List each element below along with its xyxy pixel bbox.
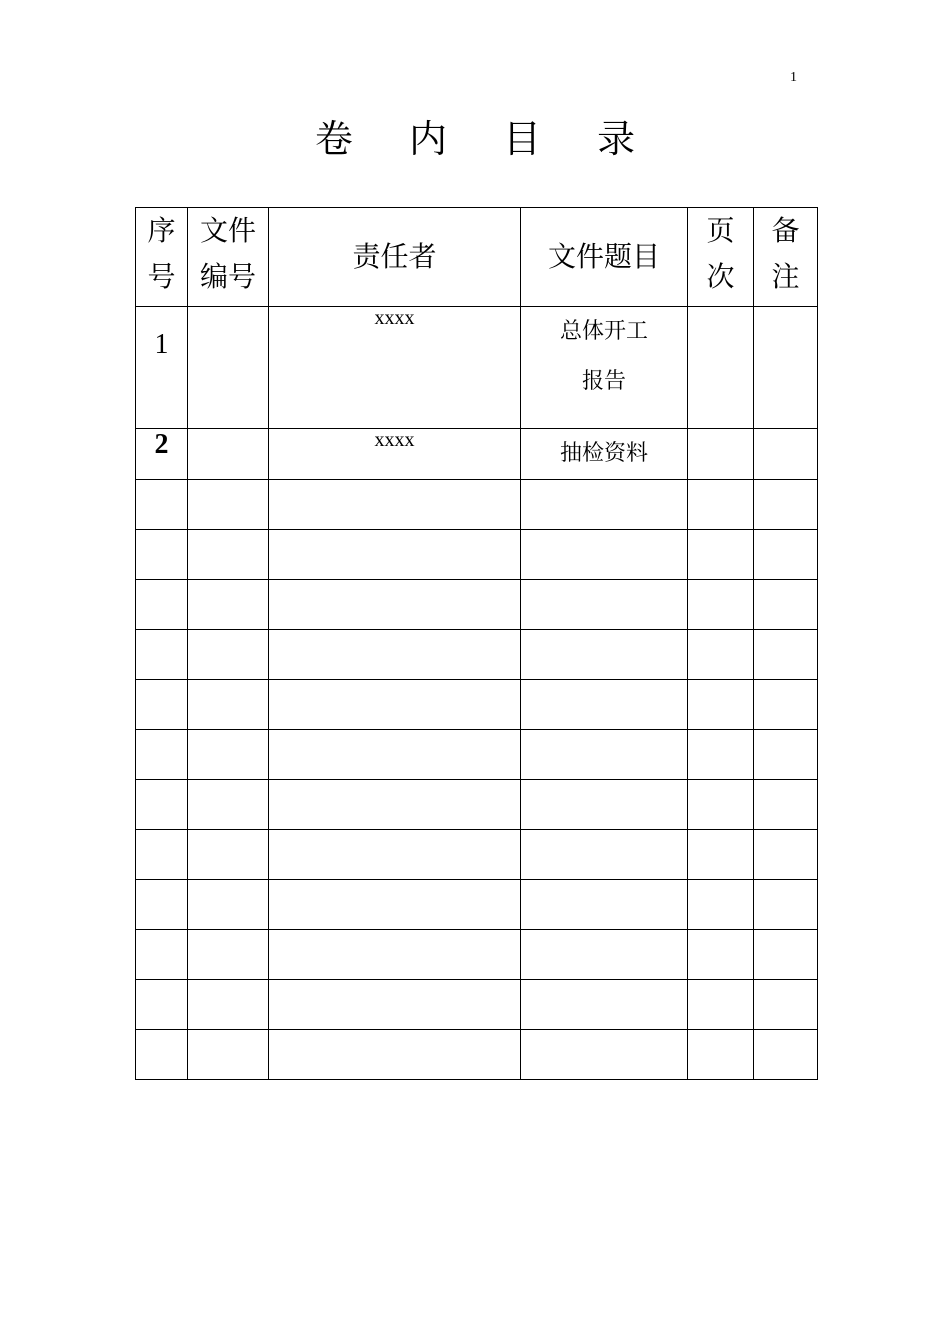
row-file-number — [188, 780, 269, 830]
row-subject — [521, 630, 688, 680]
row-subject — [521, 730, 688, 780]
row-file-number — [188, 880, 269, 930]
row-remarks — [754, 780, 818, 830]
row-file-number — [188, 930, 269, 980]
row-file-number — [188, 429, 269, 480]
row-seq — [136, 880, 188, 930]
header-remarks: 备 注 — [754, 208, 818, 307]
table-row — [136, 1030, 818, 1080]
row-seq — [136, 1030, 188, 1080]
table-row — [136, 730, 818, 780]
table-row — [136, 480, 818, 530]
row-seq — [136, 930, 188, 980]
row-remarks — [754, 680, 818, 730]
table-row — [136, 830, 818, 880]
row-responsible — [269, 880, 521, 930]
row-subject — [521, 680, 688, 730]
empty-rows — [136, 480, 818, 1080]
row-responsible — [269, 830, 521, 880]
row-responsible — [269, 680, 521, 730]
row-responsible — [269, 730, 521, 780]
row-responsible — [269, 480, 521, 530]
row-seq — [136, 780, 188, 830]
row-file-number — [188, 680, 269, 730]
row-seq — [136, 980, 188, 1030]
row-pages — [688, 880, 754, 930]
row-responsible — [269, 630, 521, 680]
row-pages — [688, 680, 754, 730]
row-responsible — [269, 980, 521, 1030]
row-subject — [521, 1030, 688, 1080]
row-seq — [136, 730, 188, 780]
table-row — [136, 780, 818, 830]
row-pages — [688, 480, 754, 530]
table-row — [136, 307, 818, 429]
row-pages — [688, 830, 754, 880]
page-number: 1 — [790, 70, 797, 85]
row-responsible — [269, 1030, 521, 1080]
row-remarks — [754, 930, 818, 980]
header-file-number: 文件 编号 — [188, 208, 269, 307]
row-seq — [136, 530, 188, 580]
row-pages — [688, 307, 754, 429]
row-responsible — [269, 780, 521, 830]
row-subject: 总体开工 报告 — [521, 307, 688, 429]
table-row — [136, 930, 818, 980]
row-seq — [136, 680, 188, 730]
row-remarks — [754, 580, 818, 630]
row-subject: 抽检资料 — [521, 429, 688, 480]
row-remarks — [754, 730, 818, 780]
table-row — [136, 880, 818, 930]
row-pages — [688, 730, 754, 780]
row-subject — [521, 980, 688, 1030]
header-pages: 页 次 — [688, 208, 754, 307]
row-subject — [521, 480, 688, 530]
row-file-number — [188, 580, 269, 630]
row-file-number — [188, 980, 269, 1030]
row-seq — [136, 630, 188, 680]
row-remarks — [754, 1030, 818, 1080]
table-row — [136, 980, 818, 1030]
row-file-number — [188, 307, 269, 429]
row-pages — [688, 580, 754, 630]
row-pages — [688, 980, 754, 1030]
page-title: 卷 内 目 录 — [314, 117, 658, 161]
row-file-number — [188, 1030, 269, 1080]
row-remarks — [754, 880, 818, 930]
row-responsible — [269, 580, 521, 630]
row-remarks — [754, 429, 818, 480]
row-subject — [521, 780, 688, 830]
row-pages — [688, 1030, 754, 1080]
row-seq — [136, 580, 188, 630]
row-remarks — [754, 980, 818, 1030]
row-file-number — [188, 830, 269, 880]
catalog-table — [135, 207, 818, 1080]
table-row — [136, 630, 818, 680]
row-seq: 2 — [136, 429, 188, 480]
row-remarks — [754, 480, 818, 530]
row-subject — [521, 530, 688, 580]
table-row — [136, 429, 818, 480]
row-file-number — [188, 630, 269, 680]
table-row — [136, 580, 818, 630]
row-file-number — [188, 480, 269, 530]
row-subject — [521, 930, 688, 980]
header-responsible: 责任者 — [269, 208, 521, 307]
row-remarks — [754, 630, 818, 680]
table-row — [136, 680, 818, 730]
row-seq: 1 — [136, 307, 188, 429]
row-pages — [688, 429, 754, 480]
row-pages — [688, 530, 754, 580]
row-responsible — [269, 530, 521, 580]
row-responsible — [269, 930, 521, 980]
row-remarks — [754, 830, 818, 880]
row-seq — [136, 480, 188, 530]
row-responsible: xxxx — [269, 429, 521, 480]
row-pages — [688, 780, 754, 830]
row-remarks — [754, 530, 818, 580]
row-subject — [521, 830, 688, 880]
row-pages — [688, 630, 754, 680]
table-header-row — [136, 208, 818, 307]
row-file-number — [188, 730, 269, 780]
row-seq — [136, 830, 188, 880]
row-file-number — [188, 530, 269, 580]
header-subject: 文件题目 — [521, 208, 688, 307]
row-pages — [688, 930, 754, 980]
row-subject — [521, 880, 688, 930]
row-subject — [521, 580, 688, 630]
row-remarks — [754, 307, 818, 429]
row-responsible: xxxx — [269, 307, 521, 429]
header-seq: 序 号 — [136, 208, 188, 307]
table-row — [136, 530, 818, 580]
